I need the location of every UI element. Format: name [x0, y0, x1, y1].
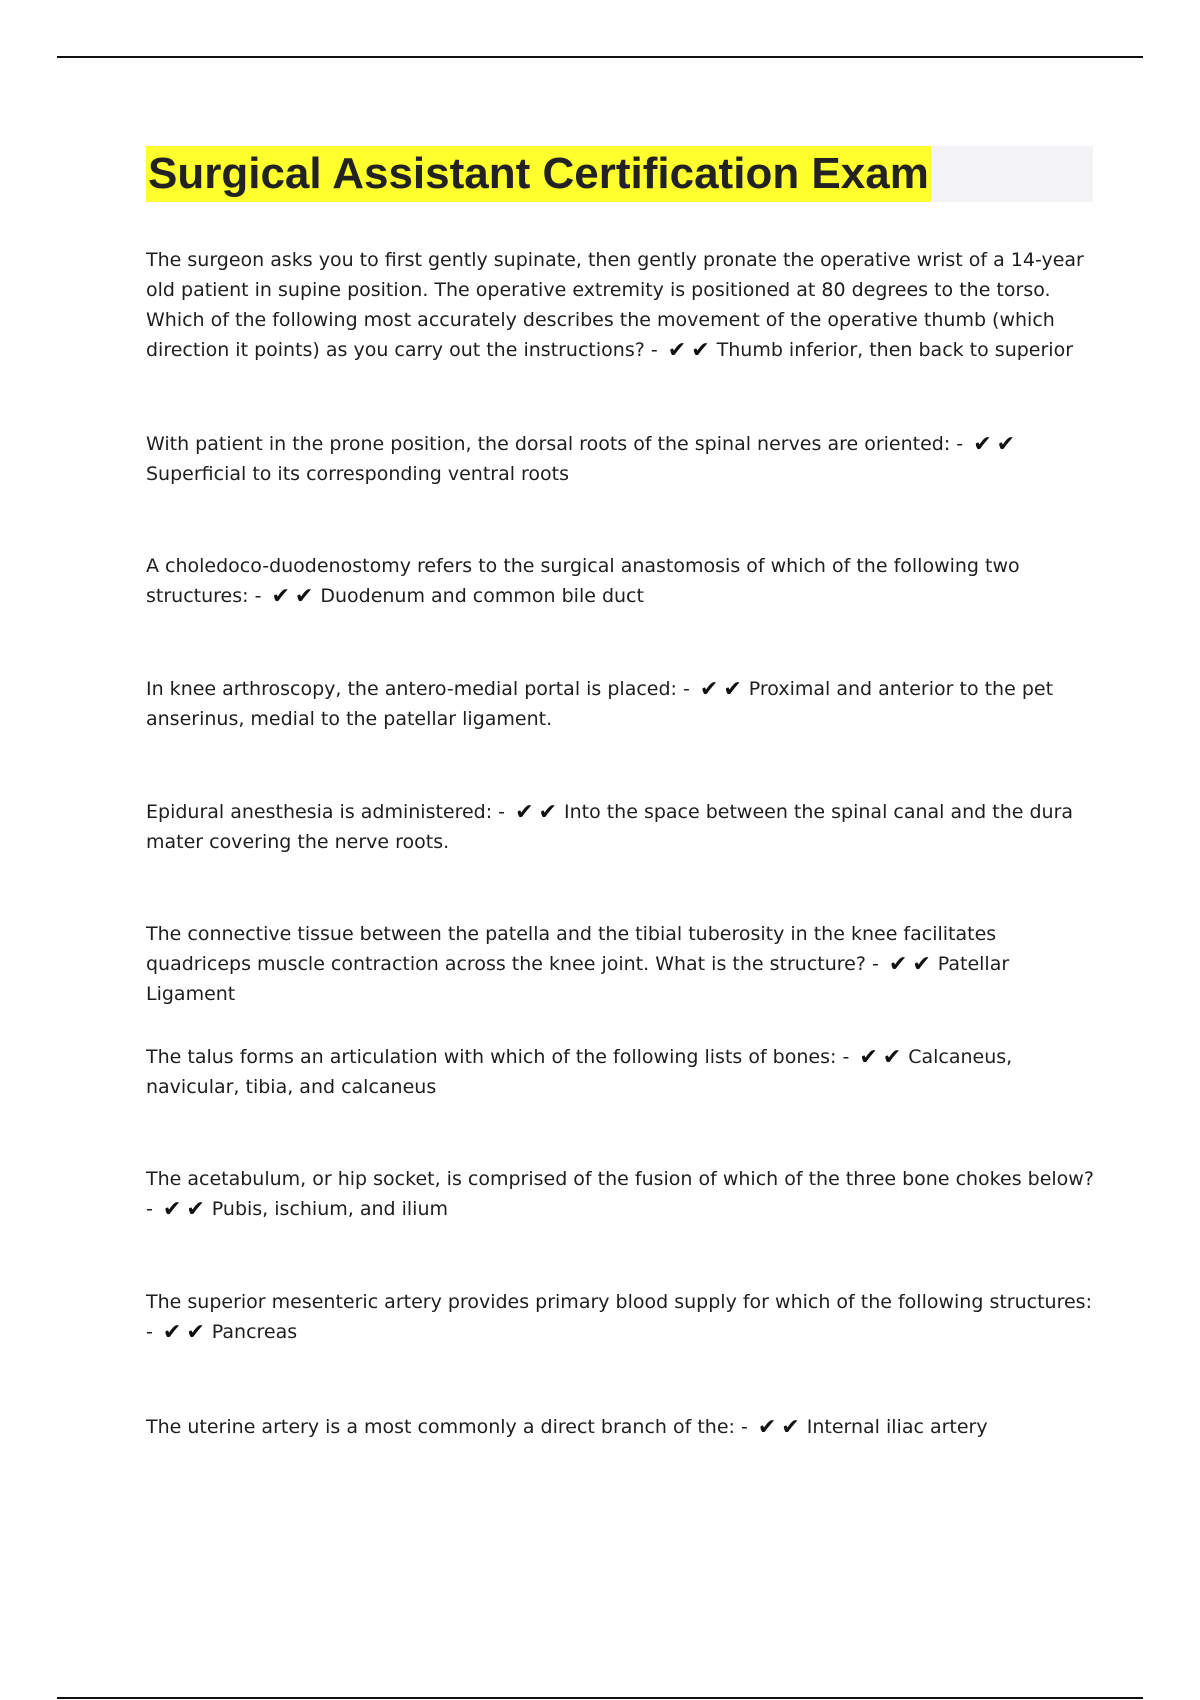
check-mark-icon: ✔	[162, 1320, 182, 1345]
question-text: Epidural anesthesia is administered: -	[146, 801, 506, 823]
answer-text: Internal iliac artery	[806, 1416, 988, 1438]
qa-item	[146, 1042, 1098, 1102]
qa-item	[146, 429, 1098, 489]
question-text: A choledoco-duodenostomy refers to the surgical anastomosis of which of the following two structures: -	[146, 555, 1020, 607]
check-mark-icon: ✔	[538, 800, 557, 825]
check-mark-icon: ✔	[723, 677, 742, 702]
question-text: The talus forms an articulation with which of the following lists of bones: -	[146, 1046, 850, 1068]
answer-text: Pubis, ischium, and ilium	[211, 1198, 449, 1220]
qa-item	[146, 245, 1098, 365]
question-text: The acetabulum, or hip socket, is comprised of the fusion of which of the three bone chokes below? -	[146, 1168, 1094, 1220]
question-text: The superior mesenteric artery provides primary blood supply for which of the following structures: -	[146, 1291, 1092, 1343]
answer-text: Superficial to its corresponding ventral roots	[146, 463, 570, 485]
check-mark-icon: ✔	[781, 1415, 800, 1440]
check-marks	[271, 581, 318, 611]
top-rule	[57, 56, 1143, 58]
qa-item	[146, 919, 1098, 1009]
check-marks	[668, 335, 715, 365]
page-title: Surgical Assistant Certification Exam	[146, 146, 931, 202]
check-mark-icon: ✔	[996, 432, 1016, 457]
check-mark-icon: ✔	[859, 1045, 878, 1070]
check-mark-icon: ✔	[757, 1415, 777, 1440]
check-marks	[515, 797, 562, 827]
question-text: The connective tissue between the patella and the tibial tuberosity in the knee facilitates quadriceps muscle contraction across the knee joint. What is the structure? -	[146, 923, 997, 975]
qa-item	[146, 797, 1098, 857]
answer-text: Proximal and anterior to the pet anserinus, medial to the patellar ligament.	[146, 678, 1054, 730]
check-marks	[973, 429, 1020, 459]
qa-item	[146, 1164, 1098, 1224]
check-mark-icon: ✔	[973, 432, 992, 457]
check-mark-icon: ✔	[691, 338, 710, 363]
check-mark-icon: ✔	[888, 952, 908, 977]
answer-text: Duodenum and common bile duct	[320, 585, 644, 607]
check-marks	[163, 1194, 210, 1224]
check-marks	[889, 949, 936, 979]
check-mark-icon: ✔	[515, 800, 534, 825]
check-mark-icon: ✔	[699, 677, 719, 702]
check-mark-icon: ✔	[667, 338, 687, 363]
check-mark-icon: ✔	[882, 1045, 902, 1070]
check-marks	[859, 1042, 906, 1072]
question-text: In knee arthroscopy, the antero-medial portal is placed: -	[146, 678, 690, 700]
check-mark-icon: ✔	[186, 1320, 205, 1345]
check-mark-icon: ✔	[294, 584, 314, 609]
qa-item	[146, 674, 1098, 734]
check-mark-icon: ✔	[186, 1197, 205, 1222]
qa-item	[146, 1412, 988, 1442]
qa-item	[146, 1287, 1098, 1347]
check-marks	[758, 1412, 805, 1442]
qa-item	[146, 551, 1098, 611]
answer-text: Patellar Ligament	[146, 953, 1010, 1005]
question-text: The surgeon asks you to first gently supinate, then gently pronate the operative wrist of a 14-year old patient in supine position. The operative extremity is positioned at 80 degrees to the torso. Which of the following most accurately describes the movement of the operative thumb (which direction it points) as you carry out the instructions? -	[146, 249, 1084, 361]
check-marks	[163, 1317, 210, 1347]
bottom-rule	[57, 1697, 1143, 1699]
check-mark-icon: ✔	[162, 1197, 182, 1222]
answer-text: Into the space between the spinal canal and the dura mater covering the nerve roots.	[146, 801, 1074, 853]
check-mark-icon: ✔	[912, 952, 931, 977]
answer-text: Thumb inferior, then back to superior	[716, 339, 1074, 361]
answer-text: Pancreas	[211, 1321, 298, 1343]
check-marks	[700, 674, 747, 704]
check-mark-icon: ✔	[271, 584, 290, 609]
answer-text: Calcaneus, navicular, tibia, and calcaneus	[146, 1046, 1013, 1098]
question-text: The uterine artery is a most commonly a direct branch of the: -	[146, 1416, 748, 1438]
question-text: With patient in the prone position, the dorsal roots of the spinal nerves are oriented: -	[146, 433, 964, 455]
